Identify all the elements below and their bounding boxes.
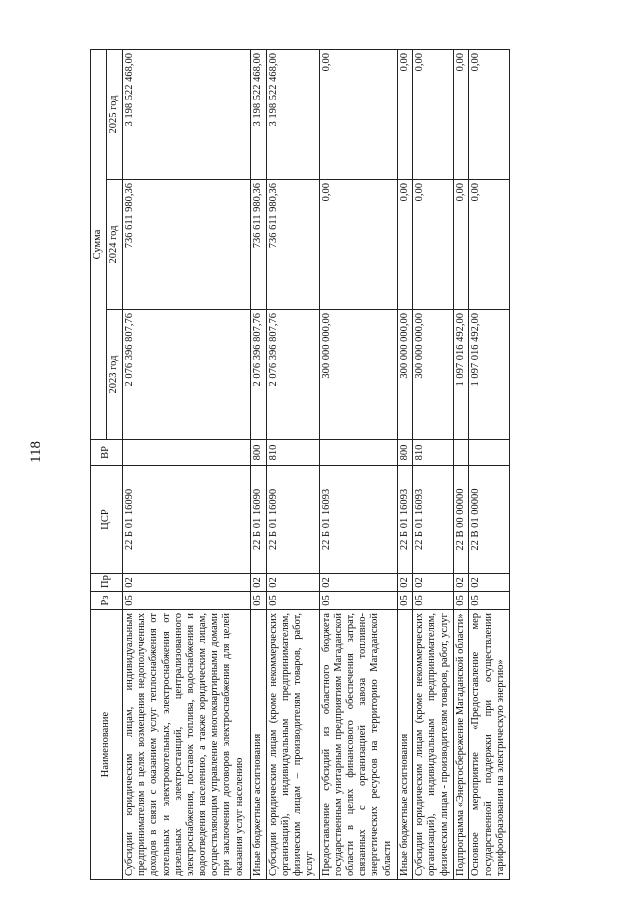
header-2025: 2025 год <box>107 49 123 179</box>
table-row <box>266 49 319 879</box>
row-pr: 02 <box>123 574 251 592</box>
row-vr <box>319 440 397 466</box>
row-vr <box>123 440 251 466</box>
header-2023: 2023 год <box>107 310 123 440</box>
row-vr: 800 <box>251 440 267 466</box>
row-rz: 05 <box>266 592 319 610</box>
row-rz: 05 <box>397 592 413 610</box>
row-2025: 3 198 522 468,00 <box>266 49 319 179</box>
table-row <box>397 49 413 879</box>
row-name: Субсидии юридическим лицам (кроме некоммерческих организаций), индивидуальным предпринимателям, физическим лицам – производителям товаров, работ, услуг <box>266 610 319 880</box>
header-rz: Рз <box>91 592 123 610</box>
row-vr <box>453 440 469 466</box>
row-csr: 22 Б 01 16090 <box>123 466 251 574</box>
page-number: 118 <box>28 441 44 463</box>
row-2024: 0,00 <box>413 180 454 310</box>
table-row <box>251 49 267 879</box>
row-csr: 22 Б 01 16090 <box>251 466 267 574</box>
header-pr: Пр <box>91 574 123 592</box>
header-sum: Сумма <box>91 49 107 439</box>
row-2025: 0,00 <box>413 49 454 179</box>
row-pr: 02 <box>413 574 454 592</box>
row-2023: 300 000 000,00 <box>397 310 413 440</box>
header-csr: ЦСР <box>91 466 123 574</box>
rotated-table-wrapper <box>90 50 510 880</box>
row-2024: 736 611 980,36 <box>266 180 319 310</box>
row-rz: 05 <box>123 592 251 610</box>
table-row <box>319 49 397 879</box>
row-2023: 2 076 396 807,76 <box>251 310 267 440</box>
header-2024: 2024 год <box>107 180 123 310</box>
row-pr: 02 <box>469 574 510 592</box>
row-2023: 1 097 016 492,00 <box>469 310 510 440</box>
row-name: Иные бюджетные ассигнования <box>251 610 267 880</box>
row-name: Основное мероприятие «Предоставление мер государственной поддержки при осуществлении тарифообразования на электрическую энергию» <box>469 610 510 880</box>
row-name: Субсидии юридическим лицам (кроме некоммерческих организаций), индивидуальным предпринимателям, физическим лицам - производителям товаров, работ, услуг <box>413 610 454 880</box>
row-rz: 05 <box>469 592 510 610</box>
row-2023: 1 097 016 492,00 <box>453 310 469 440</box>
row-name: Предоставление субсидий из областного бюджета государственным унитарным предприятиям Магаданской области в целях финансового обеспечения затрат, связанных с организацией завоза топливно-энергетических ресурсов на территорию Магаданской области <box>319 610 397 880</box>
table-row <box>413 49 454 879</box>
header-vr: ВР <box>91 440 123 466</box>
row-2025: 0,00 <box>397 49 413 179</box>
row-2024: 0,00 <box>453 180 469 310</box>
row-2025: 0,00 <box>453 49 469 179</box>
row-csr: 22 В 01 00000 <box>469 466 510 574</box>
row-vr <box>469 440 510 466</box>
row-2025: 3 198 522 468,00 <box>251 49 267 179</box>
row-csr: 22 В 00 00000 <box>453 466 469 574</box>
row-pr: 02 <box>251 574 267 592</box>
row-name: Подпрограмма «Энергосбережение Магаданской области» <box>453 610 469 880</box>
row-vr: 810 <box>266 440 319 466</box>
row-2025: 3 198 522 468,00 <box>123 49 251 179</box>
row-2023: 2 076 396 807,76 <box>266 310 319 440</box>
row-vr: 800 <box>397 440 413 466</box>
row-pr: 02 <box>266 574 319 592</box>
row-name: Иные бюджетные ассигнования <box>397 610 413 880</box>
table-header <box>91 49 123 879</box>
row-2024: 0,00 <box>397 180 413 310</box>
row-rz: 05 <box>453 592 469 610</box>
row-2024: 0,00 <box>319 180 397 310</box>
header-name: Наименование <box>91 610 123 880</box>
table-row <box>453 49 469 879</box>
row-csr: 22 Б 01 16093 <box>413 466 454 574</box>
row-2025: 0,00 <box>469 49 510 179</box>
row-2023: 300 000 000,00 <box>413 310 454 440</box>
row-2024: 0,00 <box>469 180 510 310</box>
row-2025: 0,00 <box>319 49 397 179</box>
table-row <box>469 49 510 879</box>
row-2024: 736 611 980,36 <box>123 180 251 310</box>
budget-table <box>90 49 510 880</box>
row-2023: 300 000 000,00 <box>319 310 397 440</box>
row-pr: 02 <box>453 574 469 592</box>
row-csr: 22 Б 01 16090 <box>266 466 319 574</box>
row-pr: 02 <box>397 574 413 592</box>
row-rz: 05 <box>413 592 454 610</box>
row-2024: 736 611 980,36 <box>251 180 267 310</box>
row-2023: 2 076 396 807,76 <box>123 310 251 440</box>
row-name: Субсидии юридическим лицам, индивидуальным предпринимателям в целях возмещения недополученных доходов в связи с оказанием услуг теплоснабжения от котельных и электрокотельных, электроснабжения от дизельных электростанций, централизованного электроснабжения, поставок топлива, водоснабжения и водоотведения населению, а также юридическим лицам, осуществляющим управление многоквартирными домами при заключении договоров электроснабжения для целей оказания услуг населению <box>123 610 251 880</box>
row-rz: 05 <box>319 592 397 610</box>
row-csr: 22 Б 01 16093 <box>319 466 397 574</box>
row-pr: 02 <box>319 574 397 592</box>
row-rz: 05 <box>251 592 267 610</box>
row-vr: 810 <box>413 440 454 466</box>
table-row <box>123 49 251 879</box>
row-csr: 22 Б 01 16093 <box>397 466 413 574</box>
